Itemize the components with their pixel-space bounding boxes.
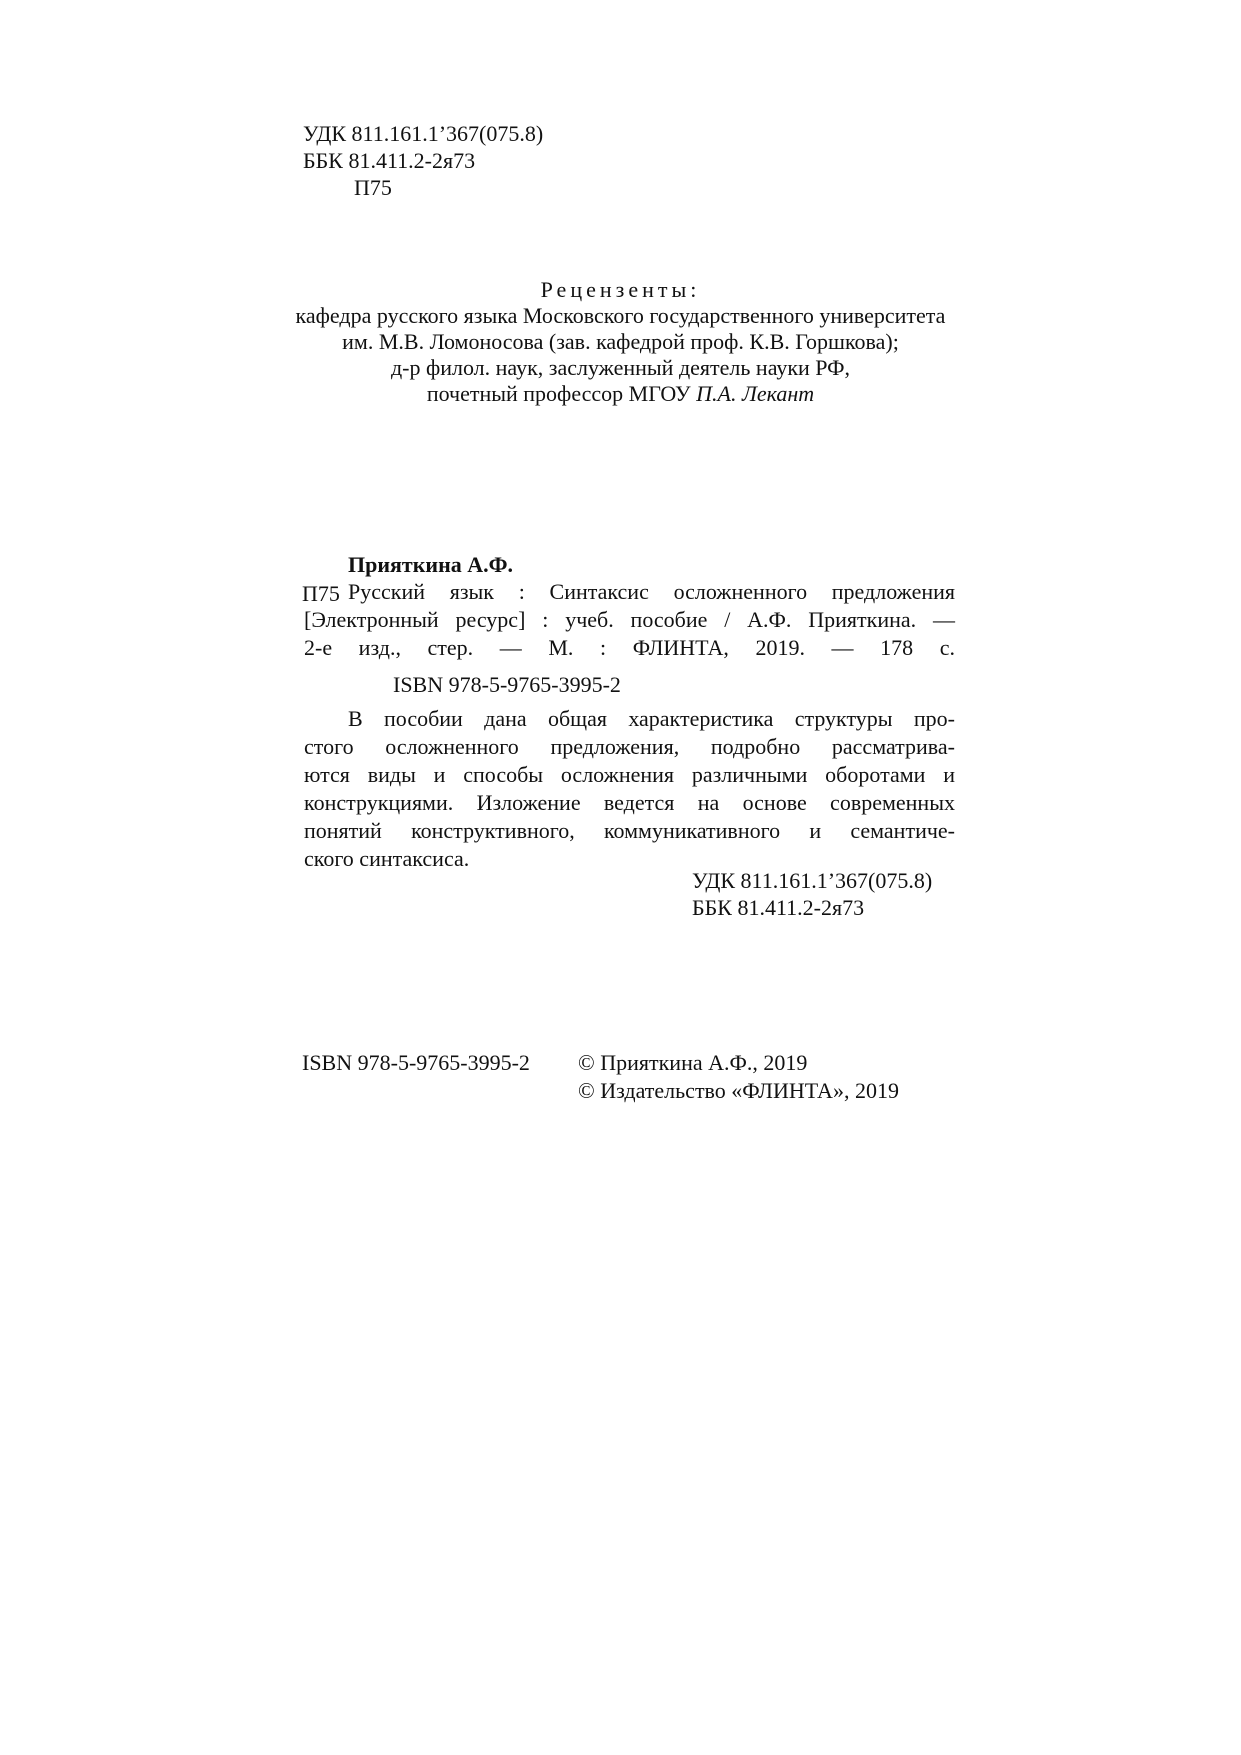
- author-code-side: П75: [302, 581, 340, 606]
- author-heading: Прияткина А.Ф.: [348, 552, 514, 577]
- copyright-author: © Прияткина А.Ф., 2019: [578, 1050, 808, 1075]
- annotation-line: понятий конструктивного, коммуникативного и семантиче-: [304, 818, 955, 843]
- annotation: [304, 706, 955, 874]
- reviewers-block: [250, 277, 991, 407]
- reviewer-line: кафедра русского языка Московского государственного университета: [295, 303, 946, 328]
- bbk-top: ББК 81.411.2-2я73: [303, 148, 476, 173]
- reviewer-position: почетный профессор МГОУ: [426, 381, 697, 406]
- annotation-line: ются виды и способы осложнения различными оборотами и: [304, 762, 955, 787]
- udk-record: УДК 811.161.1’367(075.8): [692, 868, 933, 893]
- reviewer-name: П.А. Лекант: [696, 381, 815, 406]
- copyright-publisher: © Издательство «ФЛИНТА», 2019: [578, 1078, 899, 1103]
- reviewer-line-last: [250, 381, 991, 407]
- biblio-line: [Электронный ресурс] : учеб. пособие / А.Ф. Прияткина. —: [304, 607, 955, 632]
- reviewer-line: д-р филол. наук, заслуженный деятель науки РФ,: [390, 355, 851, 380]
- annotation-line: В пособии дана общая характеристика структуры про-: [348, 706, 955, 731]
- biblio-line: 2-е изд., стер. — М. : ФЛИНТА, 2019. — 178 с.: [304, 635, 955, 660]
- bbk-record: ББК 81.411.2-2я73: [692, 895, 865, 920]
- udk-top: УДК 811.161.1’367(075.8): [303, 121, 544, 146]
- reviewer-line: им. М.В. Ломоносова (зав. кафедрой проф. К.В. Горшкова);: [342, 329, 899, 354]
- isbn-record: ISBN 978-5-9765-3995-2: [393, 672, 621, 697]
- author-code-top: П75: [354, 175, 392, 200]
- isbn-bottom: ISBN 978-5-9765-3995-2: [302, 1050, 530, 1075]
- annotation-line: ского синтаксиса.: [304, 846, 470, 871]
- annotation-line: конструкциями. Изложение ведется на основе современных: [304, 790, 955, 815]
- reviewers-heading: Рецензенты:: [540, 277, 701, 302]
- annotation-line: стого осложненного предложения, подробно рассматрива-: [304, 734, 955, 759]
- biblio-line: Русский язык : Синтаксис осложненного предложения: [348, 579, 955, 604]
